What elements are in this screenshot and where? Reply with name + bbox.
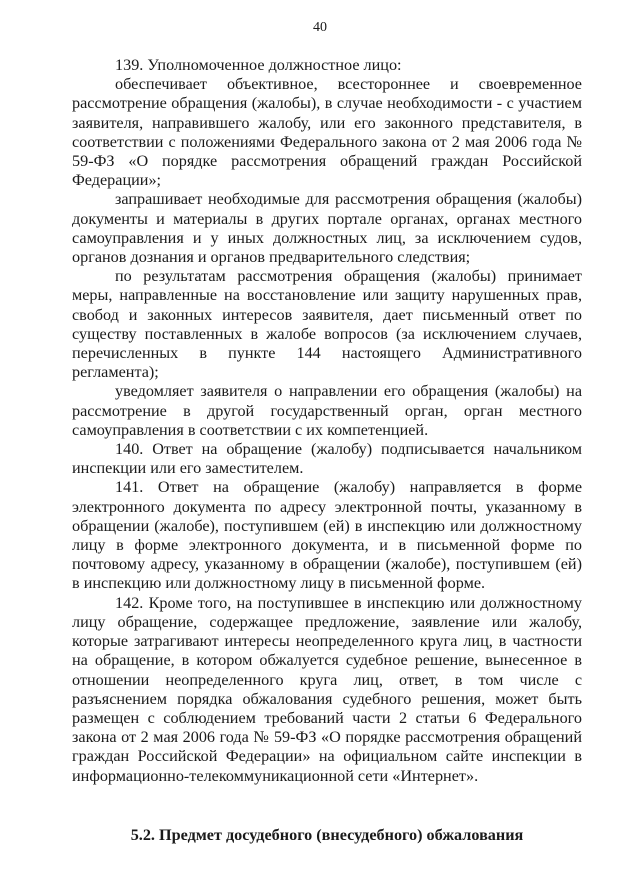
paragraph-139-item-2: запрашивает необходимые для рассмотрения обращения (жалобы) документы и материалы в других портале органах, органах местного самоуправления и у иных должностных лиц, за исключением судов, органов дознания и органов предварительного следствия; — [72, 190, 582, 267]
paragraph-139-intro: 139. Уполномоченное должностное лицо: — [115, 56, 402, 74]
section-heading: 5.2. Предмет досудебного (внесудебного) обжалования — [130, 825, 524, 844]
paragraph-140: 140. Ответ на обращение (жалобу) подписывается начальником инспекции или его заместителем. — [72, 440, 582, 478]
paragraph-139-item-1: обеспечивает объективное, всестороннее и своевременное рассмотрение обращения (жалобы), в случае необходимости - с участием заявителя, направившего жалобу, или его законного представителя, в соответствии с положениями Федерального закона от 2 мая 2006 года № 59-ФЗ «О порядке рассмотрения обращений граждан Российской Федерации»; — [72, 75, 582, 190]
paragraph-142: 142. Кроме того, на поступившее в инспекцию или должностному лицу обращение, содержащее предложение, заявление или жалобу, которые затрагивают интересы неопределенного круга лиц, в частности на обращение, в котором обжалуется судебное решение, вынесенное в отношении неопределенного круга лиц, ответ, в том числе с разъяснением порядка обжалования судебного решения, может быть размещен с соблюдением требований части 2 статьи 6 Федерального закона от 2 мая 2006 года № 59-ФЗ «О порядке рассмотрения обращений граждан Российской Федерации» на официальном сайте инспекции в информационно-телекоммуникационной сети «Интернет». — [72, 593, 582, 785]
paragraph-139-item-4: уведомляет заявителя о направлении его обращения (жалобы) на рассмотрение в другой государственный орган, орган местного самоуправления в соответствии с их компетенцией. — [72, 382, 582, 439]
page-number: 40 — [313, 20, 327, 35]
paragraph-141: 141. Ответ на обращение (жалобу) направляется в форме электронного документа по адресу электронной почты, указанному в обращении (жалобе), поступившем (ей) в инспекцию или должностному лицу в форме электронного документа, и в письменной форме по почтовому адресу, указанному в обращении (жалобе), поступившем (ей) в инспекцию или должностному лицу в письменной форме. — [72, 478, 582, 593]
document-body — [72, 56, 582, 845]
paragraph-139-item-3: по результатам рассмотрения обращения (жалобы) принимает меры, направленные на восстановление или защиту нарушенных прав, свобод и законных интересов заявителя, дает письменный ответ по существу поставленных в жалобе вопросов (за исключением случаев, перечисленных в пункте 144 настоящего Административного регламента); — [72, 267, 582, 382]
